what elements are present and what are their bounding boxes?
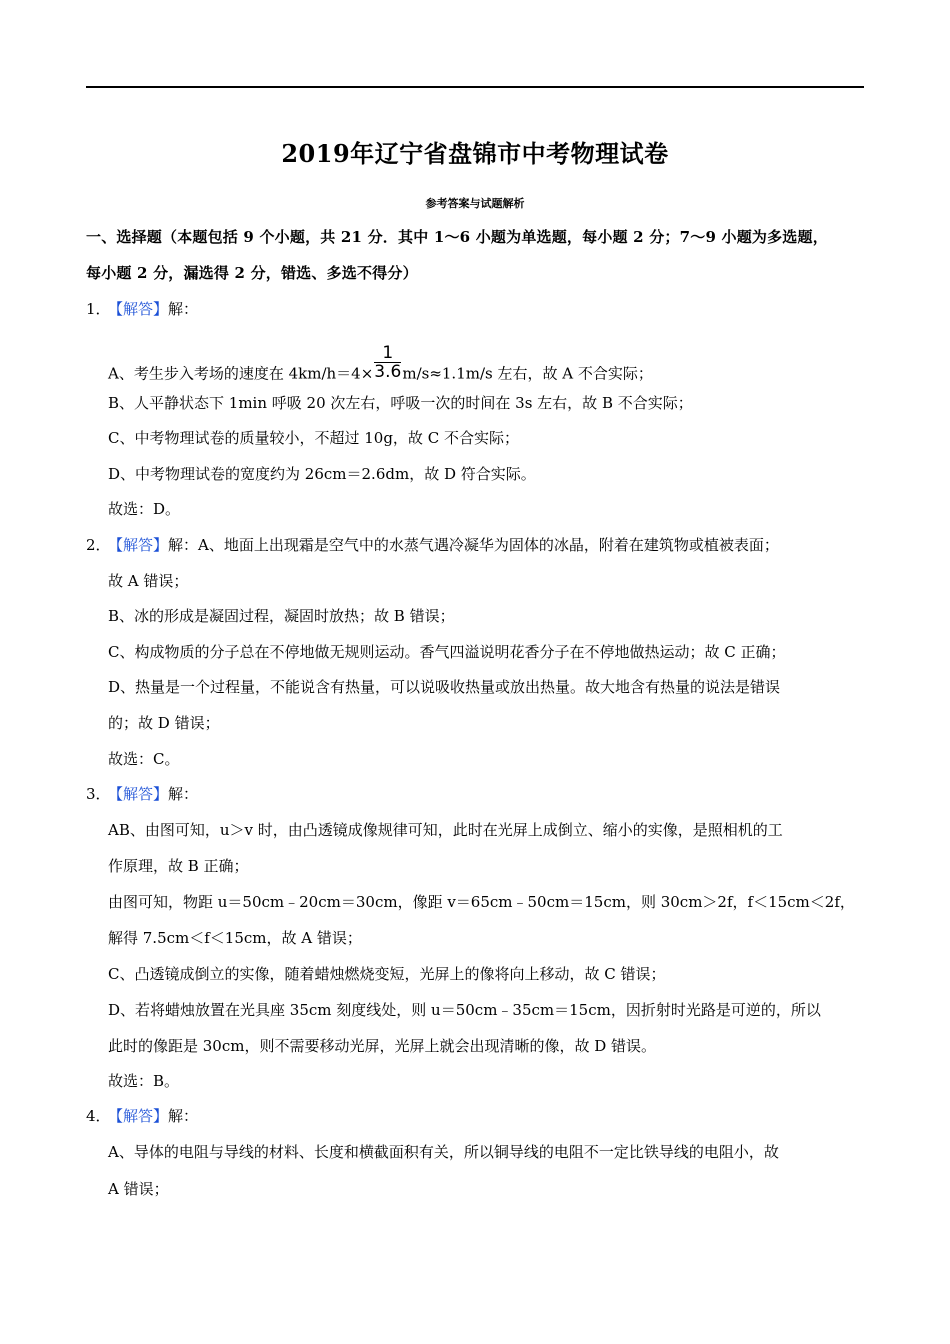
question-head: 解：A、地面上出现霜是空气中的水蒸气遇冷凝华为固体的冰晶，附着在建筑物或植被表面；	[168, 536, 779, 554]
answer-tag: 【解答】	[108, 300, 169, 318]
answer-tag: 【解答】	[108, 1107, 169, 1125]
question-number: 3．	[86, 785, 111, 803]
fraction	[374, 343, 402, 393]
question-2-header	[86, 535, 779, 555]
q1-option-b: B、人平静状态下 1min 呼吸 20 次左右，呼吸一次的时间在 3s 左右，故 B 不合实际；	[108, 394, 693, 412]
q2-option-a-cont: 故 A 错误；	[108, 572, 189, 590]
question-4-header	[86, 1106, 198, 1126]
q2-answer: 故选：C。	[108, 750, 180, 768]
q4-option-a-2: A 错误；	[108, 1180, 169, 1198]
header-rule	[86, 86, 864, 88]
page-title: 2019年辽宁省盘锦市中考物理试卷	[281, 139, 669, 168]
q3-option-d-2: 此时的像距是 30cm，则不需要移动光屏，光屏上就会出现清晰的像，故 D 错误。	[108, 1037, 657, 1055]
section-heading-line-2: 每小题 2 分，漏选得 2 分，错选、多选不得分）	[86, 264, 418, 282]
q4-option-a-1: A、导体的电阻与导线的材料、长度和横截面积有关，所以铜导线的电阻不一定比铁导线的电阻小，故	[108, 1143, 779, 1161]
q3-option-c: C、凸透镜成倒立的实像，随着蜡烛燃烧变短，光屏上的像将向上移动，故 C 错误；	[108, 965, 666, 983]
q3-para-2: 解得 7.5cm＜f＜15cm，故 A 错误；	[108, 929, 362, 947]
answer-tag: 【解答】	[108, 785, 169, 803]
section-heading-line-1: 一、选择题（本题包括 9 个小题，共 21 分．其中 1～6 小题为单选题，每小题 2 分；7～9 小题为多选题，	[86, 228, 828, 246]
q2-option-d-1: D、热量是一个过程量，不能说含有热量，可以说吸收热量或放出热量。故大地含有热量的说法是错误	[108, 678, 781, 696]
q1-option-a	[108, 343, 653, 393]
q1-option-d: D、中考物理试卷的宽度约为 26cm＝2.6dm，故 D 符合实际。	[108, 465, 536, 483]
question-head: 解：	[168, 785, 199, 803]
q2-option-c: C、构成物质的分子总在不停地做无规则运动。香气四溢说明花香分子在不停地做热运动；故 C 正确；	[108, 643, 786, 661]
fraction-numerator: 1	[374, 344, 401, 363]
question-3-header	[86, 784, 198, 804]
answer-tag: 【解答】	[108, 536, 169, 554]
q3-option-ab-2: 作原理，故 B 正确；	[108, 857, 249, 875]
q3-option-ab-1: AB、由图可知，u＞v 时，由凸透镜成像规律可知，此时在光屏上成倒立、缩小的实像，是照相机的工	[108, 821, 783, 839]
q1-answer: 故选：D。	[108, 500, 181, 518]
q3-para-1: 由图可知，物距 u＝50cm﹣20cm＝30cm，像距 v＝65cm﹣50cm＝15cm，则 30cm＞2f，f＜15cm＜2f，	[108, 893, 855, 911]
question-head: 解：	[168, 300, 199, 318]
q1-option-c: C、中考物理试卷的质量较小，不超过 10g，故 C 不合实际；	[108, 429, 519, 447]
q1-option-a-text-pre: A、考生步入考场的速度在 4km/h＝4×	[108, 364, 374, 383]
q3-answer: 故选：B。	[108, 1072, 180, 1090]
q2-option-b: B、冰的形成是凝固过程，凝固时放热；故 B 错误；	[108, 607, 455, 625]
question-number: 1．	[86, 300, 111, 318]
fraction-denominator: 3.6	[374, 362, 402, 382]
question-number: 4．	[86, 1107, 111, 1125]
q1-option-a-text-post: m/s≈1.1m/s 左右，故 A 不合实际；	[402, 364, 653, 383]
question-1-header	[86, 299, 198, 319]
question-head: 解：	[168, 1107, 199, 1125]
page-subtitle: 参考答案与试题解析	[425, 197, 525, 210]
q2-option-d-2: 的；故 D 错误；	[108, 714, 220, 732]
q3-option-d-1: D、若将蜡烛放置在光具座 35cm 刻度线处，则 u＝50cm﹣35cm＝15cm，因折射时光路是可逆的，所以	[108, 1001, 821, 1019]
question-number: 2．	[86, 536, 111, 554]
